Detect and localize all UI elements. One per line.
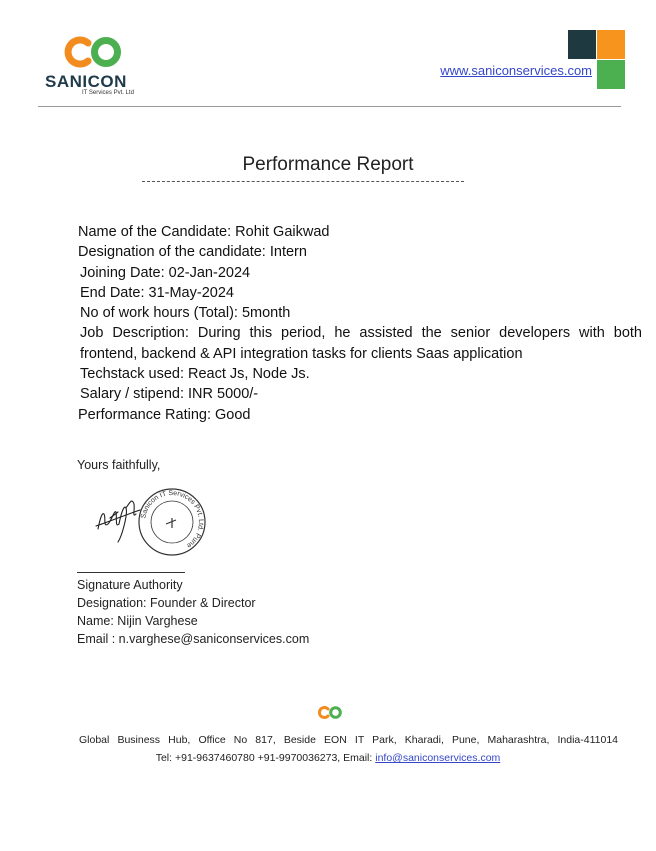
signatory-name: Name: Nijin Varghese	[77, 614, 198, 628]
techstack: Techstack used: React Js, Node Js.	[80, 366, 310, 383]
footer-contact	[0, 752, 656, 764]
page-title: Performance Report	[242, 154, 414, 175]
candidate-name: Name of the Candidate: Rohit Gaikwad	[78, 224, 330, 240]
performance-rating: Performance Rating: Good	[78, 406, 251, 423]
signature-stamp	[88, 484, 213, 559]
company-stamp	[139, 489, 205, 555]
job-description: Job Description: During this period, he assisted the senior developers with both frontend, backend & API integration tasks for clients Saas application	[80, 325, 642, 362]
svg-text:Sanicon IT Services Pvt. Ltd.: Sanicon IT Services Pvt. Ltd. Pune	[140, 489, 205, 549]
title-underline	[142, 181, 464, 182]
footer-logo-icon	[317, 705, 343, 720]
sanicon-logo-mark-icon	[61, 34, 125, 70]
dark-square	[568, 30, 596, 59]
report-details	[78, 222, 642, 425]
header-divider	[38, 106, 621, 107]
brand-color-squares	[568, 30, 625, 88]
logo-name: SANICON	[45, 72, 127, 91]
company-logo	[45, 34, 145, 104]
salary: Salary / stipend: INR 5000/-	[80, 386, 259, 403]
footer-phone-text: Tel: +91-9637460780 +91-9970036273, Email:	[155, 752, 376, 764]
green-square	[597, 60, 625, 89]
signature-authority: Signature Authority	[77, 578, 183, 592]
signatory-designation: Designation: Founder & Director	[77, 596, 256, 610]
end-date: End Date: 31-May-2024	[80, 284, 234, 301]
footer-address: Global Business Hub, Office No 817, Beside EON IT Park, Kharadi, Pune, Maharashtra, India-411014	[79, 734, 618, 746]
orange-square	[597, 30, 625, 59]
work-hours: No of work hours (Total): 5month	[80, 305, 291, 322]
website-link[interactable]: www.saniconservices.com	[440, 63, 592, 78]
closing-salutation: Yours faithfully,	[77, 458, 161, 472]
logo-subtitle: IT Services Pvt. Ltd	[82, 90, 134, 96]
signatory-email: Email : n.varghese@saniconservices.com	[77, 632, 310, 646]
signature-line	[77, 572, 185, 573]
signature-block	[77, 576, 309, 648]
joining-date: Joining Date: 02-Jan-2024	[80, 264, 251, 281]
candidate-designation: Designation of the candidate: Intern	[78, 244, 307, 261]
handwritten-signature	[96, 501, 140, 542]
footer-email-link[interactable]: info@saniconservices.com	[375, 752, 501, 764]
